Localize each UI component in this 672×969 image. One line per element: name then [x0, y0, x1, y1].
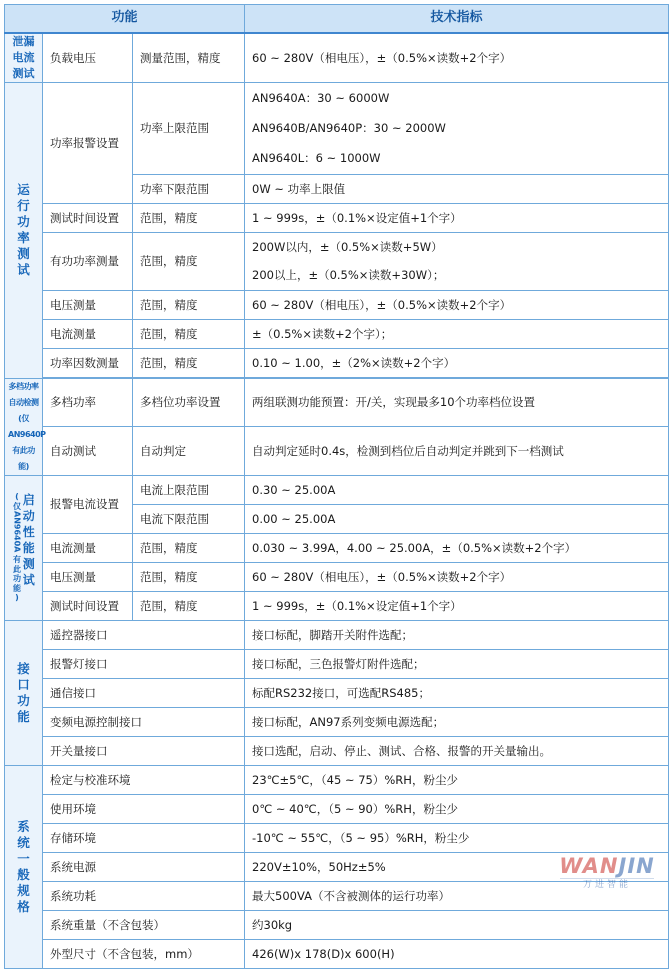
row-spec: 0.30 ~ 25.00A	[245, 475, 669, 504]
table-row	[5, 736, 669, 765]
category-char: 般	[17, 866, 30, 882]
row-spec: 60 ~ 280V（相电压），±（0.5%×读数+2个字）	[245, 33, 669, 83]
category-line: (仅AN9640P	[8, 413, 46, 439]
category-leakage: 泄漏电流测试	[5, 33, 43, 83]
row-name: 电压测量	[43, 562, 133, 591]
category-char: 有	[12, 555, 21, 565]
spec-line: 200以上，±（0.5%×读数+30W）；	[252, 268, 445, 282]
row-name: 电流测量	[43, 319, 133, 348]
spec-line: AN9640L：6 ~ 1000W	[252, 151, 381, 165]
category-char: 功	[17, 214, 30, 229]
row-spec: 0.10 ~ 1.00，±（2%×读数+2个字）	[245, 348, 669, 377]
table-row	[5, 649, 669, 678]
header-spec: 技术指标	[245, 5, 669, 33]
row-name: 检定与校准环境	[43, 765, 245, 794]
row-spec: 最大500VA（不含被测体的运行功率）	[245, 881, 669, 910]
logo-brand	[552, 854, 662, 878]
row-name: 系统功耗	[43, 881, 245, 910]
row-name: 遥控器接口	[43, 620, 245, 649]
table-row	[5, 823, 669, 852]
row-name: 自动测试	[43, 427, 133, 476]
row-sub: 范围，精度	[133, 562, 245, 591]
category-startup	[5, 475, 43, 620]
header-function: 功能	[5, 5, 245, 33]
category-line: 多档功率	[8, 381, 39, 391]
table-row	[5, 290, 669, 319]
table-row	[5, 427, 669, 476]
row-sub: 范围，精度	[133, 319, 245, 348]
category-char: 能	[12, 583, 21, 593]
row-sub: 电流上限范围	[133, 475, 245, 504]
category-char: 一	[17, 850, 30, 866]
row-spec-multi	[245, 82, 669, 174]
category-running-power	[5, 82, 43, 378]
row-name: 通信接口	[43, 678, 245, 707]
row-sub: 范围，精度	[133, 203, 245, 232]
row-name: 系统重量（不含包装）	[43, 910, 245, 939]
table-row	[5, 765, 669, 794]
row-sub: 功率下限范围	[133, 174, 245, 203]
category-char: 统	[17, 834, 30, 850]
category-char: 功	[17, 692, 30, 708]
category-char: )	[15, 593, 19, 603]
category-char: 率	[17, 230, 30, 245]
row-sub: 范围，精度	[133, 533, 245, 562]
row-spec: 1 ~ 999s，±（0.1%×设定值+1个字）	[245, 203, 669, 232]
category-system	[5, 765, 43, 968]
category-char: 测	[17, 246, 30, 261]
row-sub: 范围，精度	[133, 348, 245, 377]
category-char: 仅	[12, 501, 21, 511]
category-char: 格	[17, 898, 30, 914]
row-name: 有功功率测量	[43, 232, 133, 290]
category-char: 试	[17, 262, 30, 277]
category-interface	[5, 620, 43, 765]
table-row	[5, 910, 669, 939]
table-row	[5, 232, 669, 290]
table-header	[5, 5, 669, 33]
category-char: AN9640A	[12, 511, 22, 553]
row-spec: 0.030 ~ 3.99A，4.00 ~ 25.00A，±（0.5%×读数+2个字）	[245, 533, 669, 562]
category-char: 启	[22, 493, 35, 508]
table-row	[5, 475, 669, 504]
category-char: 接	[17, 660, 30, 676]
category-line: 有此功能)	[12, 445, 35, 471]
table-row	[5, 678, 669, 707]
table-row	[5, 378, 669, 427]
row-name: 使用环境	[43, 794, 245, 823]
row-name: 测试时间设置	[43, 591, 133, 620]
row-name: 系统电源	[43, 852, 245, 881]
row-name: 开关量接口	[43, 736, 245, 765]
category-char: 试	[22, 573, 35, 588]
row-spec: 自动判定延时0.4s，检测到档位后自动判定并跳到下一档测试	[245, 427, 669, 476]
table-row	[5, 707, 669, 736]
row-sub: 功率上限范围	[133, 82, 245, 174]
row-name: 测试时间设置	[43, 203, 133, 232]
spec-line: 200W以内，±（0.5%×读数+5W）	[252, 240, 443, 254]
row-sub: 自动判定	[133, 427, 245, 476]
logo-brand-red: WAN	[559, 854, 619, 878]
row-spec: 接口标配，AN97系列变频电源选配；	[245, 707, 669, 736]
category-char: 行	[17, 198, 30, 213]
row-spec: 标配RS232接口，可选配RS485；	[245, 678, 669, 707]
row-spec: 23℃±5℃，（45 ~ 75）%RH，粉尘少	[245, 765, 669, 794]
row-spec: 0W ~ 功率上限值	[245, 174, 669, 203]
category-char: 测	[22, 557, 35, 572]
category-char: 能	[17, 708, 30, 724]
row-spec: 0.00 ~ 25.00A	[245, 504, 669, 533]
spec-line: AN9640B/AN9640P：30 ~ 2000W	[252, 121, 446, 135]
row-spec: 两组联测功能预置：开/关，实现最多10个功率档位设置	[245, 378, 669, 427]
row-name: 电压测量	[43, 290, 133, 319]
table-row	[5, 794, 669, 823]
row-spec: 426(W)x 178(D)x 600(H)	[245, 939, 669, 968]
row-spec: 220V±10%，50Hz±5%	[245, 852, 669, 881]
category-char: 能	[22, 541, 35, 556]
row-spec: 0℃ ~ 40℃，（5 ~ 90）%RH，粉尘少	[245, 794, 669, 823]
row-name: 多档功率	[43, 378, 133, 427]
category-char: 运	[17, 182, 30, 197]
row-name: 电流测量	[43, 533, 133, 562]
row-spec: 接口选配，启动、停止、测试、合格、报警的开关量输出。	[245, 736, 669, 765]
row-name: 报警灯接口	[43, 649, 245, 678]
category-line: 自动检测	[8, 397, 39, 407]
category-char: 性	[22, 525, 35, 540]
row-spec: 接口标配，脚踏开关附件选配；	[245, 620, 669, 649]
row-sub: 多档位功率设置	[133, 378, 245, 427]
row-sub: 范围，精度	[133, 290, 245, 319]
spec-line: AN9640A：30 ~ 6000W	[252, 91, 390, 105]
row-spec: 接口标配，三色报警灯附件选配；	[245, 649, 669, 678]
category-char: 此	[12, 564, 21, 574]
row-name: 报警电流设置	[43, 475, 133, 533]
table-row	[5, 591, 669, 620]
table-row	[5, 939, 669, 968]
row-name: 功率报警设置	[43, 82, 133, 203]
logo-subtitle: 万进智能	[560, 878, 654, 891]
row-spec: ±（0.5%×读数+2个字）；	[245, 319, 669, 348]
category-char: 功	[12, 574, 21, 584]
logo-brand-blue: JIN	[618, 854, 655, 878]
wanjin-logo	[552, 854, 662, 894]
row-name: 功率因数测量	[43, 348, 133, 377]
category-multi-power	[5, 378, 46, 475]
row-sub: 范围，精度	[133, 591, 245, 620]
row-spec: -10℃ ~ 55℃，（5 ~ 95）%RH，粉尘少	[245, 823, 669, 852]
row-spec: 1 ~ 999s，±（0.1%×设定值+1个字）	[245, 591, 669, 620]
table-row	[5, 562, 669, 591]
table-row	[5, 203, 669, 232]
row-sub: 范围，精度	[133, 232, 245, 290]
table-row	[5, 33, 669, 83]
table-row	[5, 348, 669, 377]
category-char: 规	[17, 882, 30, 898]
category-char: (	[15, 492, 19, 502]
row-spec-multi	[245, 232, 669, 290]
row-spec: 60 ~ 280V（相电压），±（0.5%×读数+2个字）	[245, 562, 669, 591]
row-sub: 测量范围，精度	[133, 33, 245, 83]
row-spec: 约30kg	[245, 910, 669, 939]
category-char: 系	[17, 818, 30, 834]
table-row	[5, 319, 669, 348]
table-row	[5, 620, 669, 649]
row-name: 变频电源控制接口	[43, 707, 245, 736]
row-sub: 电流下限范围	[133, 504, 245, 533]
row-spec: 60 ~ 280V（相电压），±（0.5%×读数+2个字）	[245, 290, 669, 319]
spec-table	[4, 4, 669, 969]
category-char: 动	[22, 509, 35, 524]
row-name: 存储环境	[43, 823, 245, 852]
table-row	[5, 82, 669, 174]
row-name: 外型尺寸（不含包装，mm）	[43, 939, 245, 968]
row-name: 负载电压	[43, 33, 133, 83]
table-row	[5, 533, 669, 562]
category-char: 口	[17, 676, 30, 692]
